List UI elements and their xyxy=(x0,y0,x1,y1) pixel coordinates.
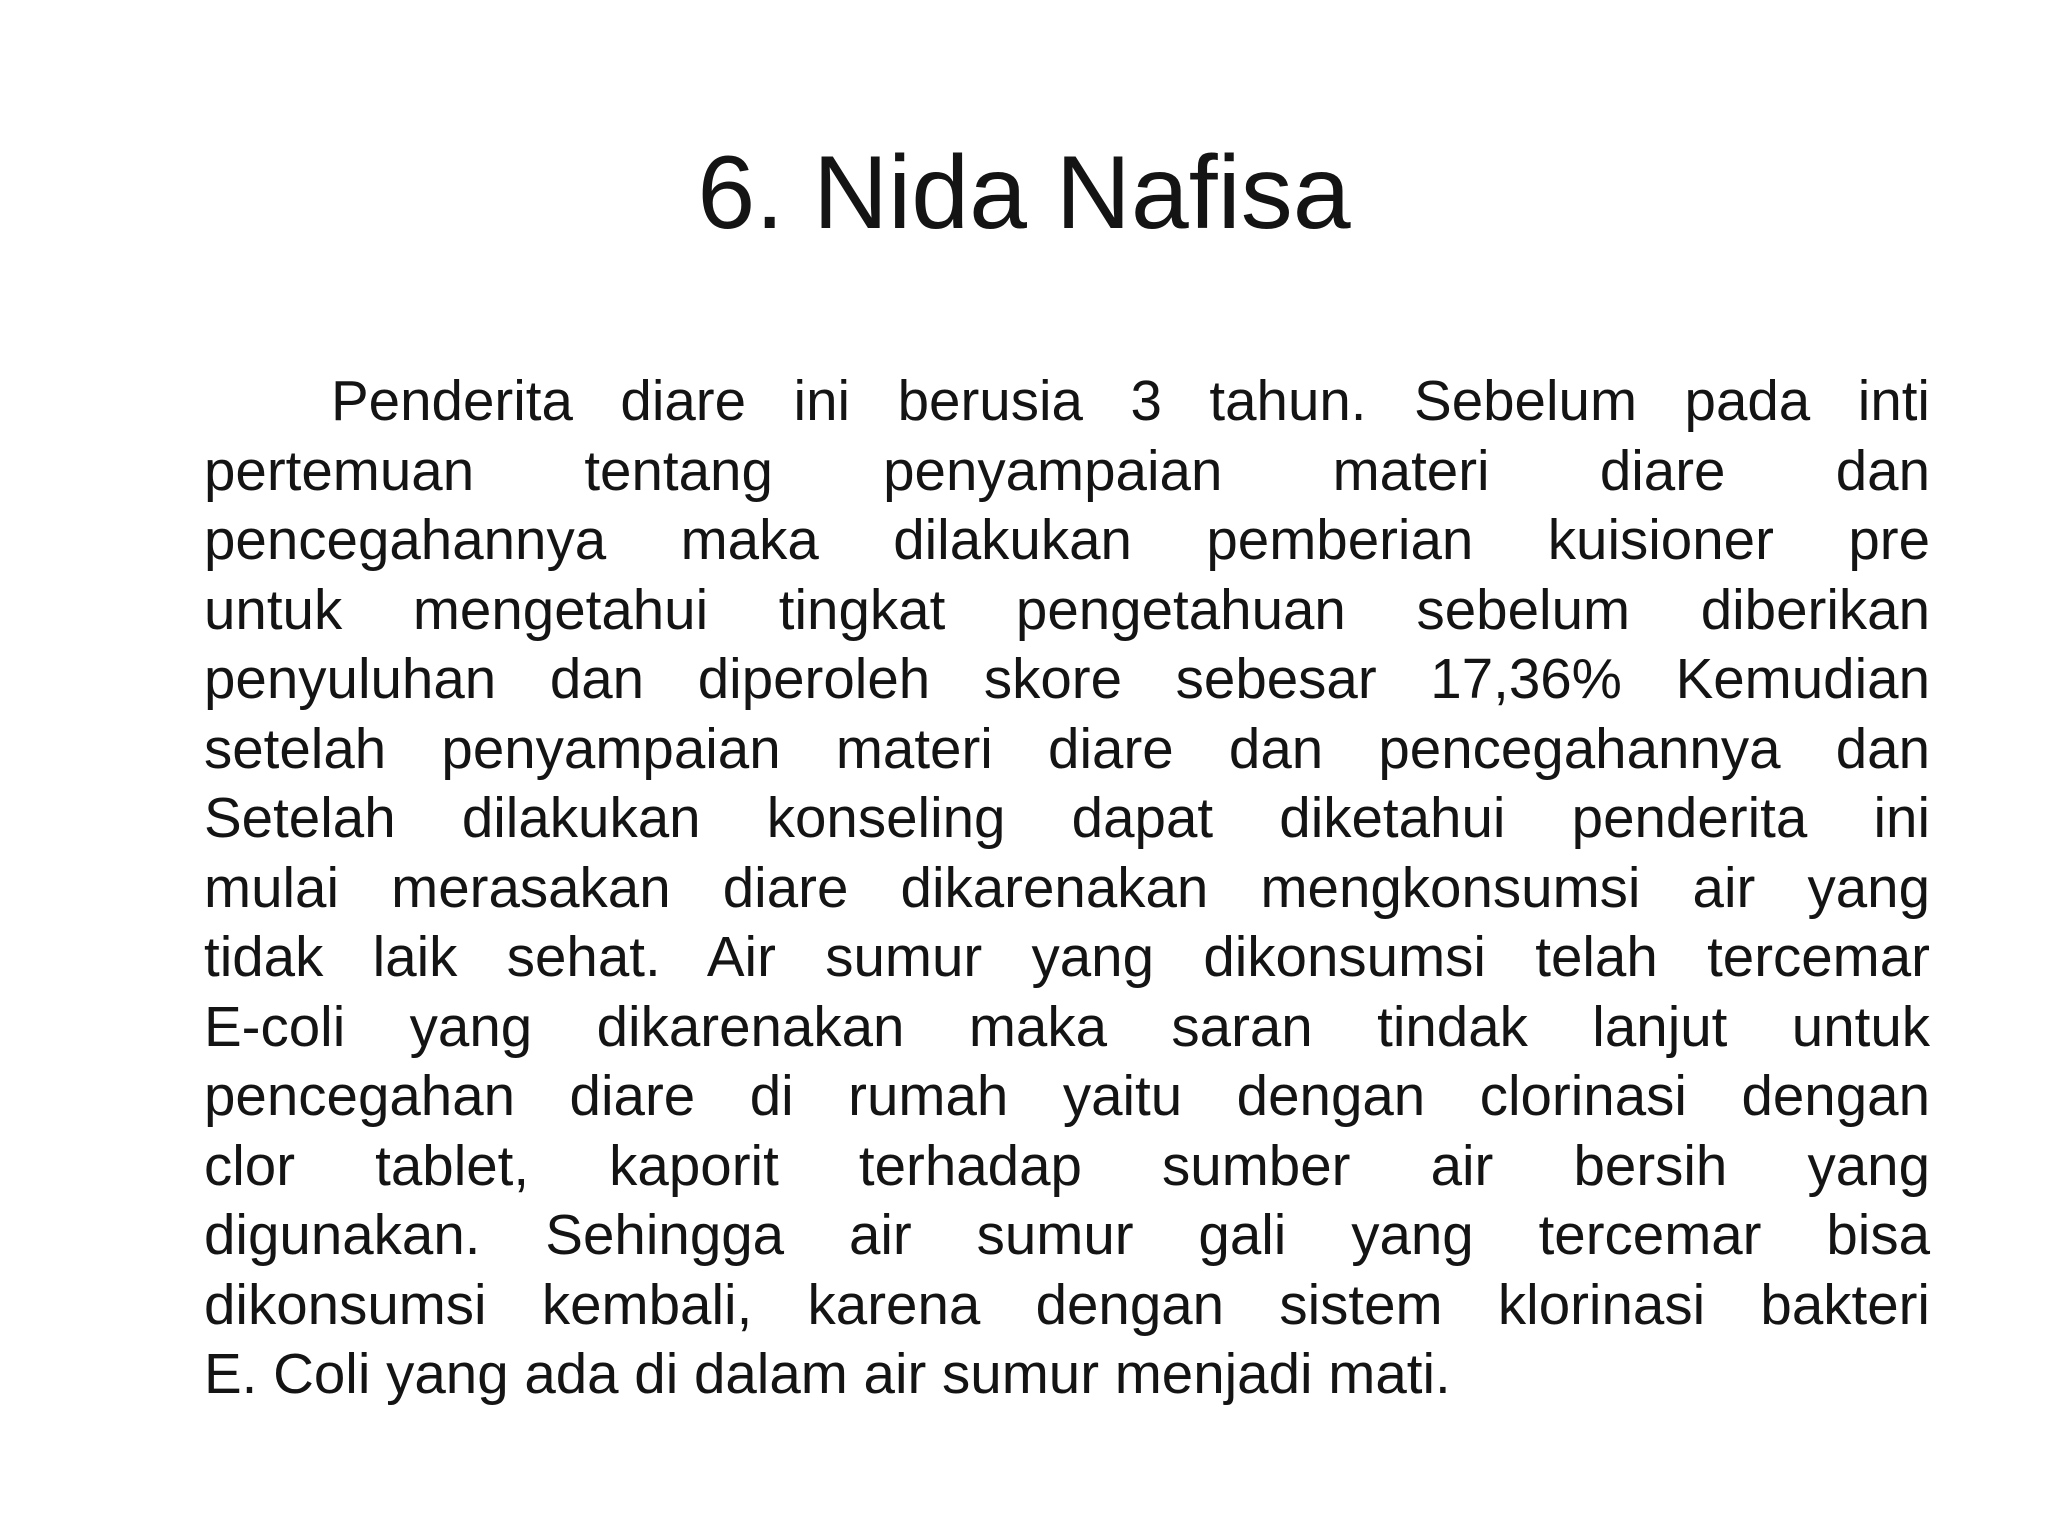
paragraph-line: pencegahannya maka dilakukan pemberian kuisioner pre xyxy=(204,508,1930,571)
paragraph-line: Penderita diare ini berusia 3 tahun. Sebelum pada inti xyxy=(331,369,1930,432)
paragraph-line: digunakan. Sehingga air sumur gali yang tercemar bisa xyxy=(204,1203,1930,1266)
paragraph-line: dikonsumsi kembali, karena dengan sistem klorinasi bakteri xyxy=(204,1272,1930,1336)
paragraph-line: untuk mengetahui tingkat pengetahuan sebelum diberikan xyxy=(204,577,1930,641)
slide-body-paragraph xyxy=(204,366,1930,1409)
paragraph-line: E-coli yang dikarenakan maka saran tindak lanjut untuk xyxy=(204,994,1930,1058)
paragraph-line: mulai merasakan diare dikarenakan mengkonsumsi air yang xyxy=(204,855,1930,919)
paragraph-line: clor tablet, kaporit terhadap sumber air bersih yang xyxy=(204,1133,1930,1197)
paragraph-line: E. Coli yang ada di dalam air sumur menjadi mati. xyxy=(204,1342,1451,1405)
paragraph-line: penyuluhan dan diperoleh skore sebesar 17,36% Kemudian xyxy=(204,647,1930,710)
paragraph-line: pencegahan diare di rumah yaitu dengan clorinasi dengan xyxy=(204,1064,1930,1127)
paragraph-line: setelah penyampaian materi diare dan pencegahannya dan xyxy=(204,716,1930,780)
paragraph-line: pertemuan tentang penyampaian materi diare dan xyxy=(204,438,1930,502)
slide-title: 6. Nida Nafisa xyxy=(697,135,1351,251)
paragraph-line: tidak laik sehat. Air sumur yang dikonsumsi telah tercemar xyxy=(204,925,1930,988)
paragraph-line: Setelah dilakukan konseling dapat diketahui penderita ini xyxy=(204,786,1930,849)
